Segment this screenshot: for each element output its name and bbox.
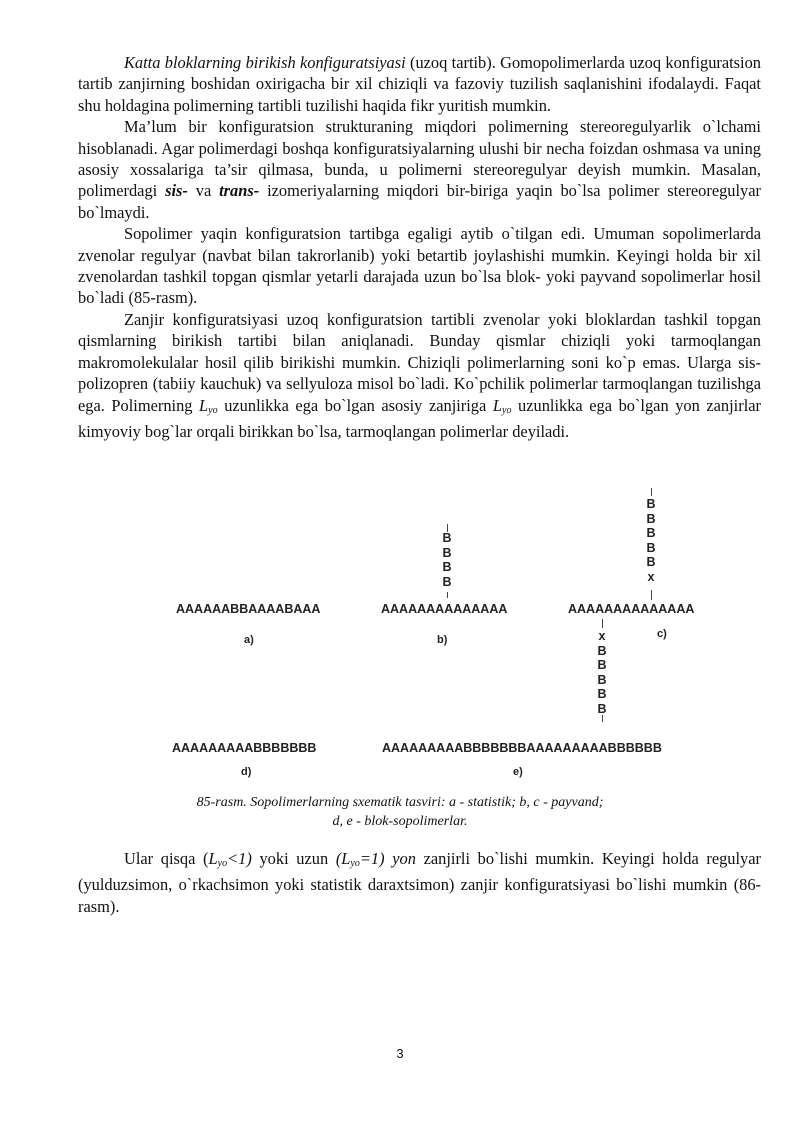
sis-term: sis- (165, 181, 188, 201)
paragraph-5-end: zanjirli bo`lishi mumkin. Keyingi holda regulyar (yulduzsimon, o`rkachsimon yoki statistik daraxtsimon) zanjir konfiguratsiyasi bo`lishi mumkin (86- rasm). (78, 849, 761, 916)
chain-d: AAAAAAAAABBBBBBB (172, 741, 317, 755)
bond-line (651, 488, 652, 496)
branch-b: B B B B (442, 531, 452, 589)
branch-c-up: B B B B B x (646, 497, 656, 584)
label-e: e) (513, 766, 523, 778)
paragraph-2-end: izomeriyalarning miqdori bir-biriga yaqin bo`lsa polimer stereoregulyar bo`lmaydi. (78, 181, 761, 222)
paragraph-3-text: Sopolimer yaqin konfiguratsion tartibga egaligi aytib o`tilgan edi. Umuman sopolimerlarda zvenolar regulyar (navbat bilan takrorlanib) yoki betartib joylashishi mumkin. Keyingi holda bir xil zvenolardan tashkil topgan qismlar yetarli darajada uzun bo`lsa blok- yoki payvand sopolimerlar hosil bo`ladi (85-rasm). (78, 224, 761, 308)
paragraph-5-start: Ular qisqa ( (124, 849, 209, 868)
paragraph-4-end: uzunlikka ega bo`lgan yon zanjirlar kimyoviy bog`lar orqali birikkan bo`lsa, tarmoqlangan polimerlar deyiladi. (78, 395, 761, 441)
length-subscript: yo (502, 404, 512, 416)
length-subscript: yo (350, 858, 360, 869)
length-symbol: L (492, 395, 502, 415)
label-c: c) (657, 628, 667, 640)
bond-line (651, 590, 652, 600)
long-condition: =1) yon (359, 849, 416, 868)
paragraph-2 (78, 116, 761, 223)
paragraph-5 (78, 848, 761, 917)
label-b: b) (437, 634, 448, 646)
figure-85-copolymer-schemes (0, 486, 800, 786)
length-symbol: L (341, 849, 351, 868)
label-d: d) (241, 766, 252, 778)
caption-line-2: d, e - blok-sopolimerlar. (332, 814, 468, 829)
chain-c: AAAAAAAAAAAAAA (568, 602, 695, 616)
length-symbol: L (199, 395, 209, 415)
page-number: 3 (396, 1046, 404, 1061)
paragraph-4-text: Zanjir konfiguratsiyasi uzoq konfiguratsion tartibli zvenolar yoki bloklardan tashkil topgan qismlarning birikish tartibi bilan aniqlanadi. Bunday qismlar chiziqli yoki tarmoqlangan makromolekulalar hosil qilib birikishi mumkin. Chiziqli polimerlarning soni ko`p emas. Ularga sis-polizopren (tabiiy kauchuk) va sellyuloza misol bo`ladi. Ko`pchilik polimerlar tarmoqlangan tuzilishga ega. Polimerning (78, 309, 761, 415)
paragraph-3 (78, 223, 761, 309)
bond-line (602, 715, 603, 722)
bond-line (447, 592, 448, 598)
short-condition: <1) (227, 849, 252, 868)
chain-e: AAAAAAAAABBBBBBBAAAAAAAAABBBBBB (382, 741, 662, 755)
italic-term: Katta bloklarning birikish konfiguratsiyasi (124, 53, 406, 72)
paragraph-4 (78, 309, 761, 442)
paragraph-4-mid: uzunlikka ega bo`lgan asosiy zanjiriga (217, 395, 493, 415)
text-block-bottom (78, 848, 761, 917)
paragraph-2-text: Ma’lum bir konfiguratsion strukturaning miqdori polimerning stereoregulyarlik o`lchami hisoblanadi. Agar polimerdagi boshqa konfiguratsiyalarning ulushi bir necha foizdan oshmasa va uning asosiy xossalariga ta’sir qilmasa, bunda, u polimerni stereoregulyar deyish mumkin. Masalan, polimerdagi (78, 117, 761, 201)
trans-term: trans- (219, 181, 260, 201)
length-symbol: L (208, 849, 218, 868)
caption-line-1: 85-rasm. Sopolimerlarning sxematik tasviri: a - statistik; b, c - payvand; (196, 795, 604, 810)
length-subscript: yo (217, 858, 228, 869)
length-subscript: yo (208, 404, 218, 416)
paragraph-2-conj: va (187, 181, 220, 201)
branch-c-down: x B B B B B (597, 629, 607, 716)
chain-b: AAAAAAAAAAAAAA (381, 602, 508, 616)
open-paren: ( (335, 849, 342, 868)
text-block-top (78, 52, 761, 442)
label-a: a) (244, 634, 254, 646)
paragraph-5-mid: yoki uzun (251, 849, 336, 868)
bond-line (602, 619, 603, 628)
paragraph-1 (78, 52, 761, 116)
chain-a: AAAAAABBAAAABAAA (176, 602, 321, 616)
figure-caption (0, 793, 800, 831)
paragraph-1-text: (uzoq tartib). Gomopolimerlarda uzoq konfiguratsion tartib zanjirning boshidan oxirigacha bir xil chiziqli va fazoviy tuzilish saqlanishini ifodalaydi. Faqat shu holdagina polimerning tartibli tuzilishi haqida fikr yuritish mumkin. (78, 53, 761, 115)
